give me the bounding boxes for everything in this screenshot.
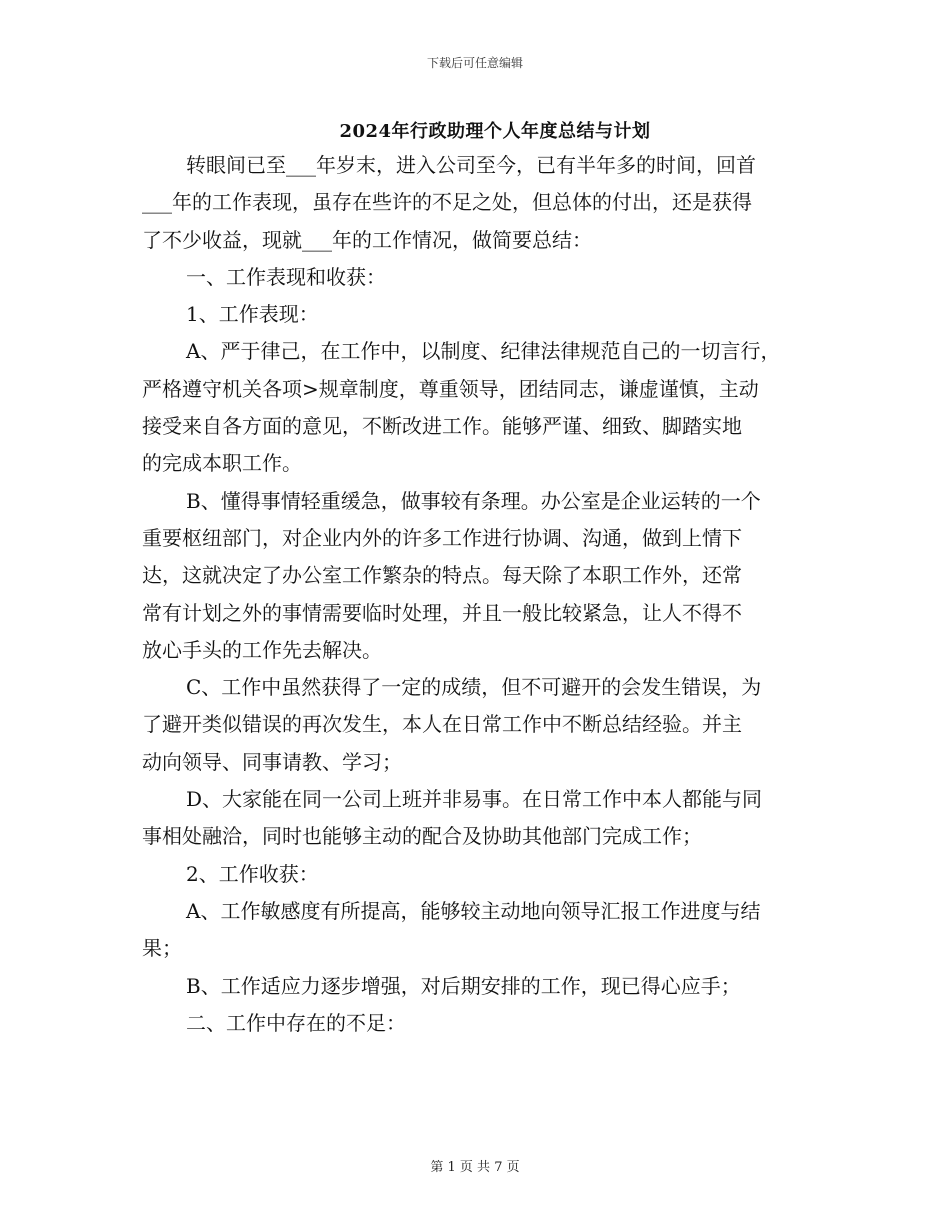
section-heading: 二、工作中存在的不足： <box>186 1010 406 1035</box>
paragraph-line: 重要枢纽部门，对企业内外的许多工作进行协调、沟通，做到上情下 <box>142 525 742 550</box>
paragraph-line: A、严于律己，在工作中，以制度、纪律法律规范自己的一切言行， <box>186 339 781 364</box>
document-body <box>142 147 814 1042</box>
paragraph-line: 了避开类似错误的再次发生，本人在日常工作中不断总结经验。并主 <box>142 712 742 737</box>
paragraph-line: D、大家能在同一公司上班并非易事。在日常工作中本人都能与同 <box>186 787 763 812</box>
paragraph-line: 动向领导、同事请教、学习； <box>142 749 402 774</box>
paragraph-line: 事相处融洽，同时也能够主动的配合及协助其他部门完成工作； <box>142 824 702 849</box>
paragraph-line: 常有计划之外的事情需要临时处理，并且一般比较紧急，让人不得不 <box>142 600 742 625</box>
paragraph-line: 达，这就决定了办公室工作繁杂的特点。每天除了本职工作外，还常 <box>142 563 742 588</box>
paragraph-line: 严格遵守机关各项>规章制度，尊重领导，团结同志，谦虚谨慎，主动 <box>142 376 759 401</box>
paragraph-line: 了不少收益，现就___年的工作情况，做简要总结： <box>142 227 592 252</box>
subsection-heading: 1、工作表现： <box>186 302 319 327</box>
paragraph-line: 放心手头的工作先去解决。 <box>142 637 382 662</box>
paragraph-line: 转眼间已至___年岁末，进入公司至今，已有半年多的时间，回首 <box>186 153 756 177</box>
paragraph-line: 的完成本职工作。 <box>142 451 302 476</box>
document-title: 2024年行政助理个人年度总结与计划 <box>339 121 651 142</box>
paragraph-line: C、工作中虽然获得了一定的成绩，但不可避开的会发生错误，为 <box>186 675 762 700</box>
paragraph-line: B、懂得事情轻重缓急，做事较有条理。办公室是企业运转的一个 <box>186 488 761 513</box>
page-footer: 第 1 页 共 7 页 <box>430 1160 520 1175</box>
page-header-note: 下载后可任意编辑 <box>426 56 523 70</box>
paragraph-line: B、工作适应力逐步增强，对后期安排的工作，现已得心应手； <box>186 973 741 998</box>
paragraph-line: ___年的工作表现，虽存在些许的不足之处，但总体的付出，还是获得 <box>142 190 752 215</box>
paragraph-line: A、工作敏感度有所提高，能够较主动地向领导汇报工作进度与结 <box>186 898 761 923</box>
paragraph-line: 果； <box>142 936 182 961</box>
section-heading: 一、工作表现和收获： <box>186 264 386 289</box>
paragraph-line: 接受来自各方面的意见，不断改进工作。能够严谨、细致、脚踏实地 <box>142 414 742 439</box>
subsection-heading: 2、工作收获： <box>186 861 319 886</box>
